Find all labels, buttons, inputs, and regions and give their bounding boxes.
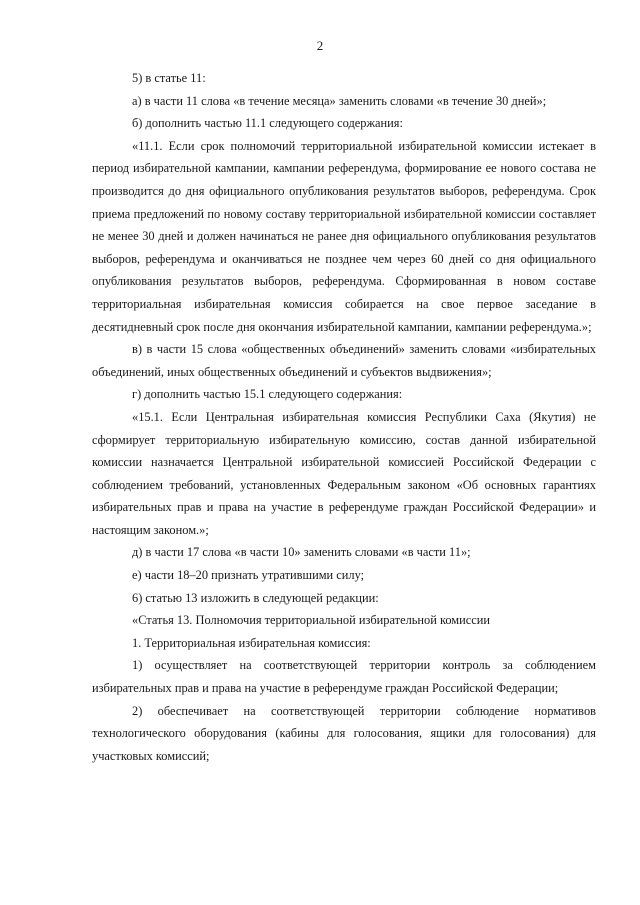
- paragraph: в) в части 15 слова «общественных объединений» заменить словами «избирательных объединений, иных общественных объединений и субъектов выдвижения»;: [92, 342, 596, 379]
- paragraph: 5) в статье 11:: [132, 71, 206, 85]
- paragraph: «15.1. Если Центральная избирательная комиссия Республики Саха (Якутия) не сформирует территориальную избирательную комиссию, состав данной избирательной комиссии назначается Центральной избирательной комиссией Российской Федерации с соблюдением требований, установленных Федеральным законом «Об основных гарантиях избирательных прав и права на участие в референдуме граждан Российской Федерации» и настоящим законом.»;: [92, 409, 596, 537]
- paragraph: «11.1. Если срок полномочий территориальной избирательной комиссии истекает в период избирательной кампании, кампании референдума, формирование ее нового состава не производится до дня официального опубликования результатов выборов, референдума. Срок приема предложений по новому составу территориальной избирательной комиссии составляет не менее 30 дней и должен начинаться не ранее дня официального опубликования результатов выборов, референдума и оканчиваться не позднее чем через 60 дней со дня официального опубликования результатов выборов, референдума. Сформированная в новом составе территориальная избирательная комиссия собирается на свое первое заседание в десятидневный срок после дня окончания избирательной кампании, кампании референдума.»;: [92, 138, 596, 334]
- paragraph: 1) осуществляет на соответствующей территории контроль за соблюдением избирательных прав и права на участие в референдуме граждан Российской Федерации;: [92, 658, 596, 696]
- page-number: 2: [316, 38, 324, 53]
- paragraph: е) части 18–20 признать утратившими силу;: [132, 568, 365, 583]
- document-body: [92, 67, 596, 767]
- paragraph: 2) обеспечивает на соответствующей территории соблюдение нормативов технологического оборудования (кабины для голосования, ящики для голосования) для участковых комиссий;: [92, 703, 596, 763]
- article-heading: «Статья 13. Полномочия территориальной избирательной комиссии: [132, 613, 491, 628]
- paragraph: б) дополнить частью 11.1 следующего содержания:: [132, 116, 403, 131]
- paragraph: 1. Территориальная избирательная комиссия:: [132, 635, 371, 650]
- paragraph: г) дополнить частью 15.1 следующего содержания:: [132, 387, 403, 402]
- paragraph: а) в части 11 слова «в течение месяца» заменить словами «в течение 30 дней»;: [132, 93, 547, 108]
- paragraph: 6) статью 13 изложить в следующей редакции:: [132, 590, 379, 605]
- paragraph: д) в части 17 слова «в части 10» заменить словами «в части 11»;: [132, 545, 471, 560]
